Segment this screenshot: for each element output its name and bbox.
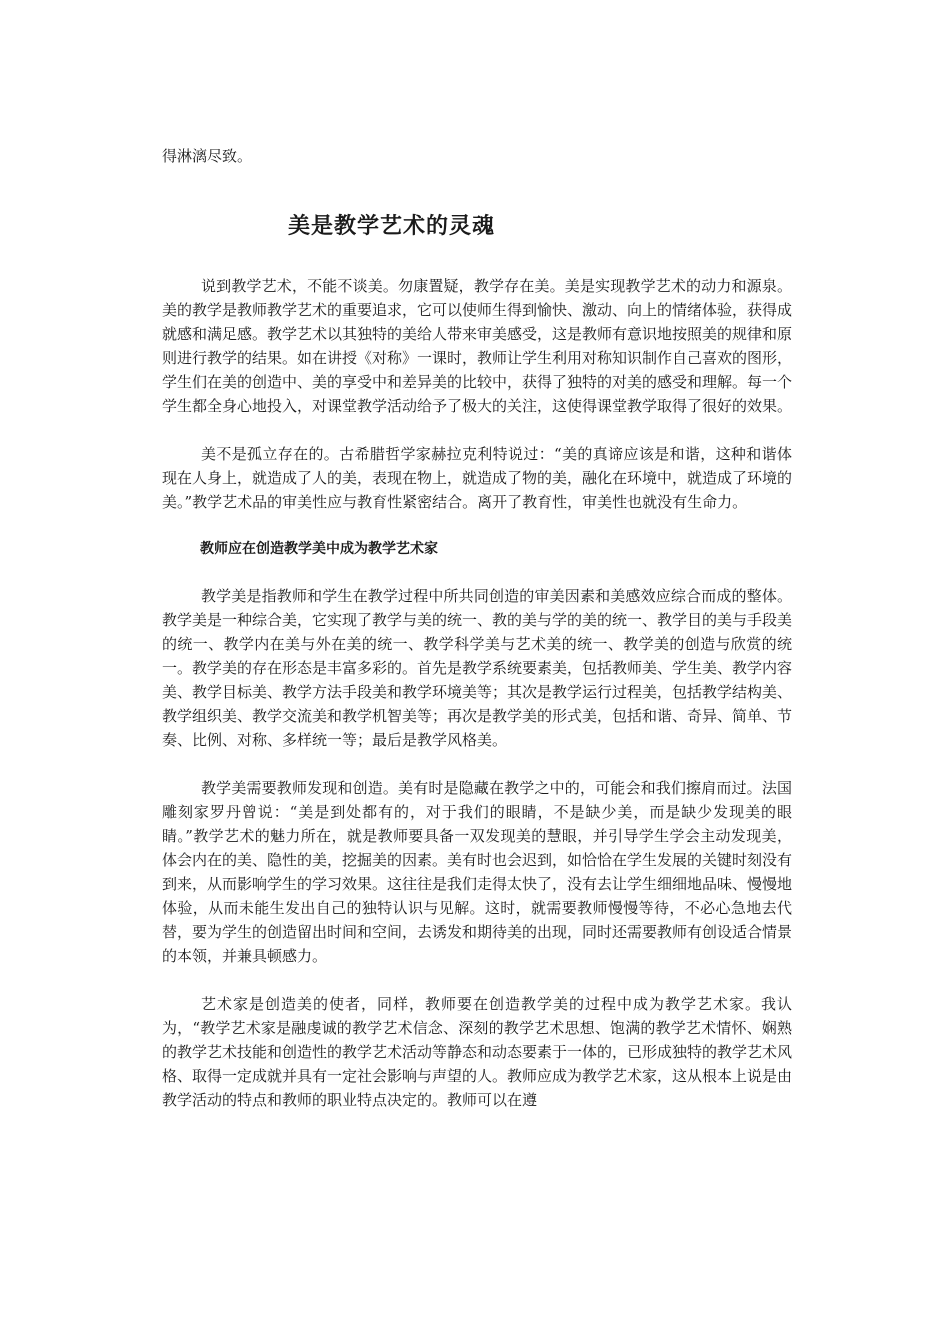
article-title: 美是教学艺术的灵魂: [288, 214, 496, 239]
paragraph-intro: 说到教学艺术，不能不谈美。勿康置疑，教学存在美。美是实现教学艺术的动力和源泉。美的教学是教师教学艺术的重要追求，它可以使师生得到愉快、激动、向上的情绪体验，获得成就感和满足感。教学艺术以其独特的美给人带来审美感受，这是教师有意识地按照美的规律和原则进行教学的结果。如在讲授《对称》一课时，教师让学生利用对称知识制作自己喜欢的图形，学生们在美的创造中、美的享受中和差异美的比较中，获得了独特的对美的感受和理解。每一个学生都全身心地投入，对课堂教学活动给予了极大的关注，这使得课堂教学取得了很好的效果。: [162, 277, 793, 415]
paragraph-harmony: 美不是孤立存在的。古希腊哲学家赫拉克利特说过：“美的真谛应该是和谐，这种和谐体现在人身上，就造成了人的美，表现在物上，就造成了物的美，融化在环境中，就造成了环境的美。”教学艺术品的审美性应与教育性紧密结合。离开了教育性，审美性也就没有生命力。: [162, 445, 793, 511]
section-heading: 教师应在创造教学美中成为教学艺术家: [200, 541, 438, 557]
paragraph-artist-teacher: 艺术家是创造美的使者，同样，教师要在创造教学美的过程中成为教学艺术家。我认为，“教学艺术家是融虔诚的教学艺术信念、深刻的教学艺术思想、饱满的教学艺术情怀、娴熟的教学艺术技能和创造性的教学艺术活动等静态和动态要素于一体的，已形成独特的教学艺术风格、取得一定成就并具有一定社会影响与声望的人。教师应成为教学艺术家，这从根本上说是由教学活动的特点和教师的职业特点决定的。教师可以在遵: [162, 995, 793, 1109]
paragraph-discover-beauty: 教学美需要教师发现和创造。美有时是隐藏在教学之中的，可能会和我们擦肩而过。法国雕刻家罗丹曾说：“美是到处都有的，对于我们的眼睛，不是缺少美，而是缺少发现美的眼睛。”教学艺术的魅力所在，就是教师要具备一双发现美的慧眼，并引导学生学会主动发现美，体会内在的美、隐性的美，挖掘美的因素。美有时也会迟到，如恰恰在学生发展的关键时刻没有到来，从而影响学生的学习效果。这往往是我们走得太快了，没有去让学生细细地品味、慢慢地体验，从而未能生发出自己的独特认识与见解。这时，就需要教师慢慢等待，不必心急地去代替，要为学生的创造留出时间和空间，去诱发和期待美的出现，同时还需要教师有创设适合情景的本领，并兼具顿感力。: [162, 779, 793, 965]
paragraph-teaching-beauty: 教学美是指教师和学生在教学过程中所共同创造的审美因素和美感效应综合而成的整体。教学美是一种综合美，它实现了教学与美的统一、教的美与学的美的统一、教学目的美与手段美的统一、教学内在美与外在美的统一、教学科学美与艺术美的统一、教学美的创造与欣赏的统一。教学美的存在形态是丰富多彩的。首先是教学系统要素美，包括教师美、学生美、教学内容美、教学目标美、教学方法手段美和教学环境美等；其次是教学运行过程美，包括教学结构美、教学组织美、教学交流美和教学机智美等；再次是教学美的形式美，包括和谐、奇异、简单、节奏、比例、对称、多样统一等；最后是教学风格美。: [162, 587, 793, 749]
lead-line: 得淋漓尽致。: [162, 147, 253, 165]
document-page: [162, 144, 792, 1112]
